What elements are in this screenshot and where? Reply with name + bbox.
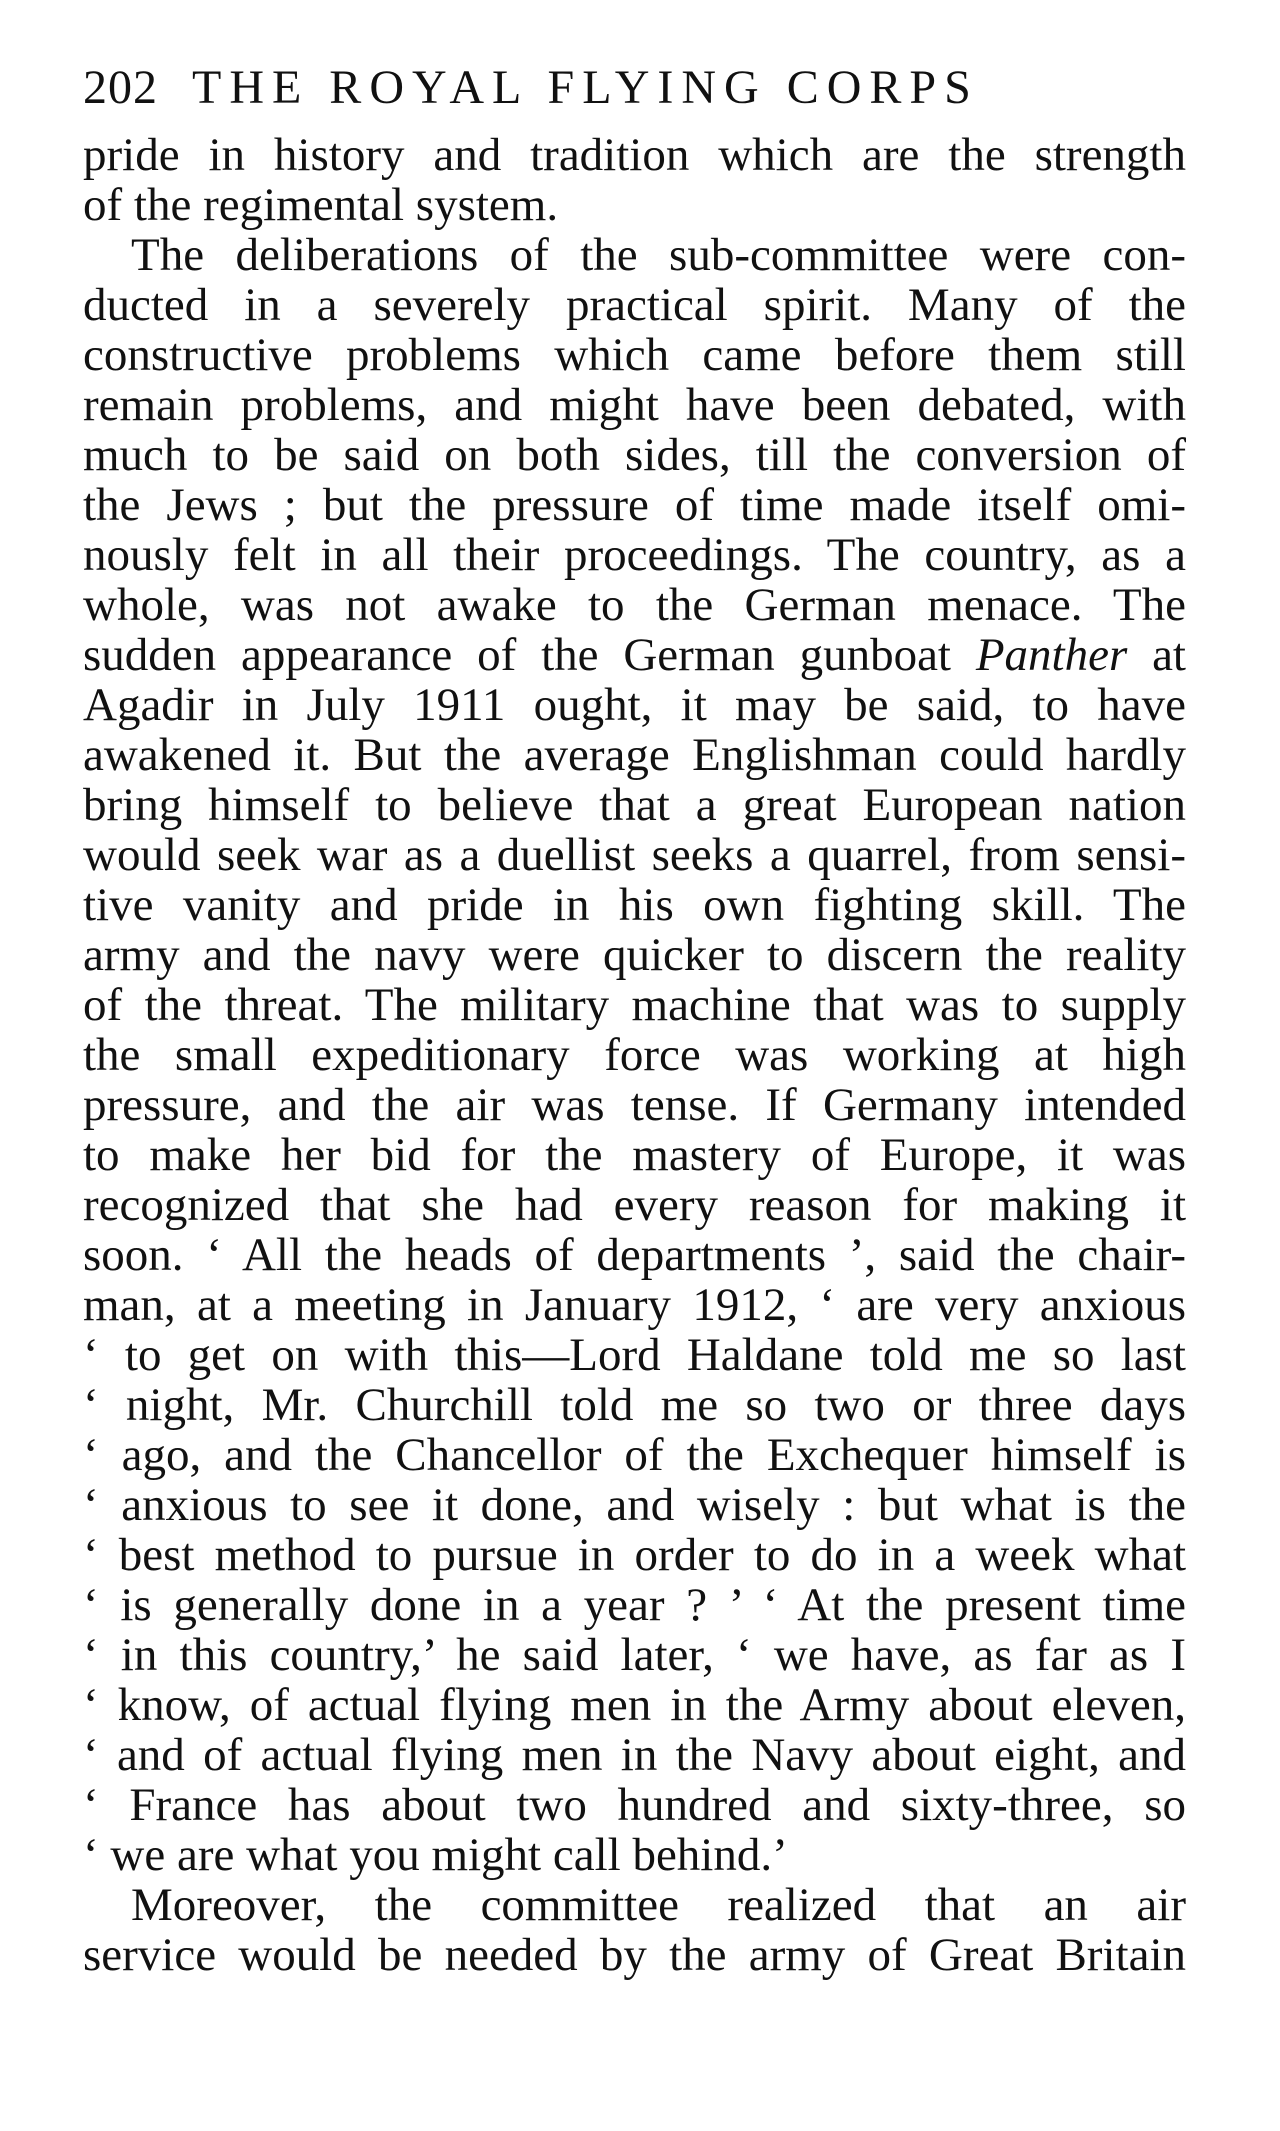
page-number: 202 — [83, 61, 158, 114]
text-line: ‘ know, of actual flying men in the Army about eleven, — [83, 1680, 1186, 1730]
text-line: awakened it. But the average Englishman could hardly — [83, 730, 1186, 780]
text-line: ‘ night, Mr. Churchill told me so two or three days — [83, 1380, 1186, 1430]
text-line: tive vanity and pride in his own fighting skill. The — [83, 880, 1186, 930]
text-line: to make her bid for the mastery of Europe, it was — [83, 1130, 1186, 1180]
text-line: nously felt in all their proceedings. The country, as a — [83, 530, 1186, 580]
text-line: would seek war as a duellist seeks a quarrel, from sensi- — [83, 830, 1186, 880]
text-line: ‘ we are what you might call behind.’ — [83, 1830, 788, 1880]
text-line: ‘ and of actual flying men in the Navy about eight, and — [83, 1730, 1186, 1780]
text-line: of the threat. The military machine that was to supply — [83, 980, 1186, 1030]
text-line: man, at a meeting in January 1912, ‘ are very anxious — [83, 1280, 1186, 1330]
text-line: much to be said on both sides, till the conversion of — [83, 430, 1186, 480]
text-line: ‘ best method to pursue in order to do in a week what — [83, 1530, 1186, 1580]
paragraph-start-line: Moreover, the committee realized that an air — [131, 1880, 1186, 1930]
text-line: Agadir in July 1911 ought, it may be said, to have — [83, 680, 1186, 730]
text-line: the small expeditionary force was working at high — [83, 1030, 1186, 1080]
body-text — [83, 130, 1186, 1980]
paragraph-start-line: The deliberations of the sub-committee were con- — [131, 230, 1186, 280]
text-line: constructive problems which came before them still — [83, 330, 1186, 380]
text-line: ‘ anxious to see it done, and wisely : but what is the — [83, 1480, 1186, 1530]
text-line: bring himself to believe that a great European nation — [83, 780, 1186, 830]
text-line: ‘ ago, and the Chancellor of the Exchequer himself is — [83, 1430, 1186, 1480]
text-line: sudden appearance of the German gunboat Panther at — [83, 630, 1186, 680]
running-head — [83, 58, 1186, 130]
text-line: the Jews ; but the pressure of time made itself omi- — [83, 480, 1186, 530]
text-line: army and the navy were quicker to discern the reality — [83, 930, 1186, 980]
text-line: service would be needed by the army of Great Britain — [83, 1930, 1186, 1980]
text-line: ‘ France has about two hundred and sixty-three, so — [83, 1780, 1186, 1830]
book-page — [83, 58, 1186, 1980]
text-line: whole, was not awake to the German menace. The — [83, 580, 1186, 630]
text-line: ‘ in this country,’ he said later, ‘ we have, as far as I — [83, 1630, 1186, 1680]
text-line: soon. ‘ All the heads of departments ’, said the chair- — [83, 1230, 1186, 1280]
text-line: ‘ to get on with this—Lord Haldane told me so last — [83, 1330, 1186, 1380]
running-title: THE ROYAL FLYING CORPS — [192, 61, 979, 114]
ship-name-italic: Panther — [975, 630, 1128, 680]
text-line: remain problems, and might have been debated, with — [83, 380, 1186, 430]
text-line: pride in history and tradition which are the strength — [83, 130, 1186, 180]
text-line: recognized that she had every reason for making it — [83, 1180, 1186, 1230]
text-line: of the regimental system. — [83, 180, 559, 230]
text-line: ducted in a severely practical spirit. Many of the — [83, 280, 1186, 330]
text-line: pressure, and the air was tense. If Germany intended — [83, 1080, 1186, 1130]
text-line: ‘ is generally done in a year ? ’ ‘ At the present time — [83, 1580, 1186, 1630]
